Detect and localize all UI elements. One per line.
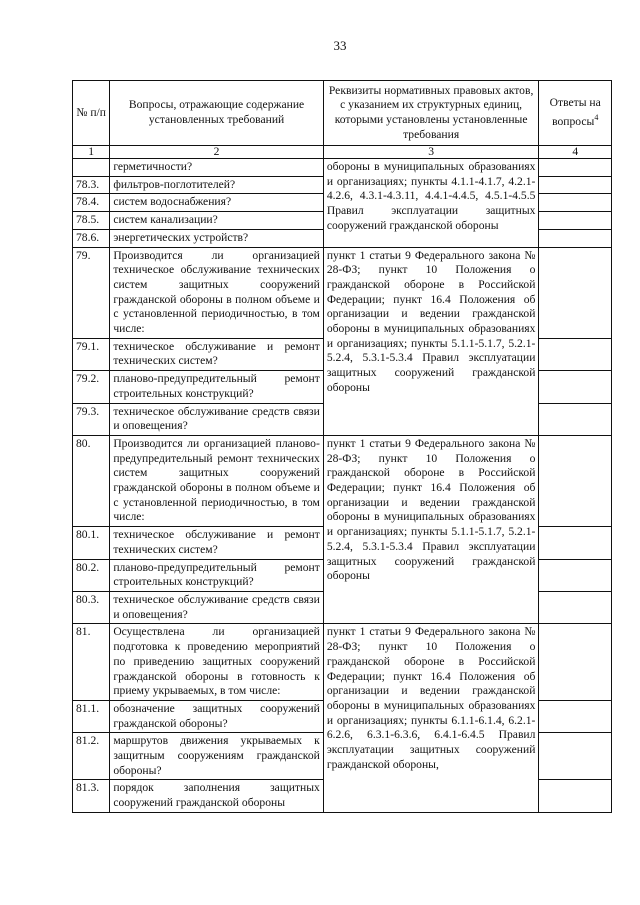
column-number: 3 — [323, 146, 539, 159]
header-row — [73, 81, 612, 146]
row-number: 78.3. — [73, 176, 110, 194]
row-number: 78.6. — [73, 229, 110, 247]
table-row — [73, 159, 612, 177]
question-cell: обозначение защитных сооружений гражданской обороны? — [110, 700, 324, 732]
requirements-table — [72, 80, 612, 813]
answer-cell[interactable] — [539, 591, 612, 623]
row-number: 80.3. — [73, 591, 110, 623]
answer-cell[interactable] — [539, 527, 612, 559]
page-number: 33 — [333, 38, 347, 53]
row-number: 79.1. — [73, 338, 110, 370]
question-cell: Производится ли организацией техническое обслуживание технических систем защитных сооружений гражданской обороны в полном объеме и с установленной периодичностью, в том числе: — [110, 247, 324, 338]
reference-cell: обороны в муниципальных образованиях и организациях; пункты 4.1.1-4.1.7, 4.2.1-4.2.6, 4.3.1-4.3.11, 4.4.1-4.4.5, 4.5.1-4.5.5 Правил эксплуатации защитных сооружений гражданской обороны — [323, 159, 539, 248]
row-number: 79. — [73, 247, 110, 338]
answer-cell[interactable] — [539, 338, 612, 370]
question-cell: фильтров-поглотителей? — [110, 176, 324, 194]
answer-cell[interactable] — [539, 624, 612, 701]
answer-cell[interactable] — [539, 780, 612, 812]
answer-cell[interactable] — [539, 229, 612, 247]
answer-cell[interactable] — [539, 371, 612, 403]
question-cell: Осуществлена ли организацией подготовка к проведению мероприятий по приведению защитных сооружений гражданской обороны в готовность к приему укрываемых, в том числе: — [110, 624, 324, 701]
question-cell: техническое обслуживание и ремонт технических систем? — [110, 527, 324, 559]
row-number: 78.5. — [73, 212, 110, 230]
answer-cell[interactable] — [539, 733, 612, 780]
question-cell: планово-предупредительный ремонт строительных конструкций? — [110, 371, 324, 403]
row-number: 81. — [73, 624, 110, 701]
row-number — [73, 159, 110, 177]
question-cell: порядок заполнения защитных сооружений гражданской обороны — [110, 780, 324, 812]
answer-cell[interactable] — [539, 700, 612, 732]
answer-cell[interactable] — [539, 212, 612, 230]
table-row — [73, 435, 612, 526]
table-row — [73, 247, 612, 338]
question-cell: систем водоснабжения? — [110, 194, 324, 212]
column-number: 2 — [110, 146, 324, 159]
question-cell: энергетических устройств? — [110, 229, 324, 247]
row-number: 81.3. — [73, 780, 110, 812]
footnote-marker: 4 — [594, 113, 599, 123]
question-cell: маршрутов движения укрываемых к защитным сооружениям гражданской обороны? — [110, 733, 324, 780]
header-questions: Вопросы, отражающие содержание установленных требований — [110, 81, 324, 146]
reference-cell: пункт 1 статьи 9 Федерального закона № 28-ФЗ; пункт 10 Положения о гражданской обороне в Российской Федерации; пункт 16.4 Положения об организации и ведении гражданской обороны в муниципальных образованиях и организациях; пункты 6.1.1-6.1.4, 6.2.1-6.2.6, 6.3.1-6.3.6, 6.4.1-6.4.5 Правил эксплуатации защитных сооружений гражданской обороны, — [323, 624, 539, 812]
column-number: 1 — [73, 146, 110, 159]
row-number: 78.4. — [73, 194, 110, 212]
row-number: 79.3. — [73, 403, 110, 435]
header-answers — [539, 81, 612, 146]
row-number: 80.2. — [73, 559, 110, 591]
column-numbers-row — [73, 146, 612, 159]
row-number: 81.2. — [73, 733, 110, 780]
table-row — [73, 624, 612, 701]
question-cell: техническое обслуживание и ремонт технических систем? — [110, 338, 324, 370]
answer-cell[interactable] — [539, 159, 612, 177]
question-cell: планово-предупредительный ремонт строительных конструкций? — [110, 559, 324, 591]
reference-cell: пункт 1 статьи 9 Федерального закона № 28-ФЗ; пункт 10 Положения о гражданской обороне в Российской Федерации; пункт 16.4 Положения об организации и ведении гражданской обороны в муниципальных образованиях и организациях; пункты 5.1.1-5.1.7, 5.2.1-5.2.4, 5.3.1-5.3.4 Правил эксплуатации защитных сооружений гражданской обороны — [323, 247, 539, 435]
question-cell: техническое обслуживание средств связи и оповещения? — [110, 403, 324, 435]
answer-cell[interactable] — [539, 176, 612, 194]
row-number: 79.2. — [73, 371, 110, 403]
answer-cell[interactable] — [539, 194, 612, 212]
answer-cell[interactable] — [539, 559, 612, 591]
column-number: 4 — [539, 146, 612, 159]
reference-cell: пункт 1 статьи 9 Федерального закона № 28-ФЗ; пункт 10 Положения о гражданской обороне в Российской Федерации; пункт 16.4 Положения об организации и ведении гражданской обороны в муниципальных образованиях и организациях; пункты 5.1.1-5.1.7, 5.2.1-5.2.4, 5.3.1-5.3.4 Правил эксплуатации защитных сооружений гражданской обороны — [323, 435, 539, 623]
answer-cell[interactable] — [539, 435, 612, 526]
header-references: Реквизиты нормативных правовых актов, с указанием их структурных единиц, которыми установлены установленные требования — [323, 81, 539, 146]
answer-cell[interactable] — [539, 247, 612, 338]
question-cell: систем канализации? — [110, 212, 324, 230]
answer-cell[interactable] — [539, 403, 612, 435]
row-number: 81.1. — [73, 700, 110, 732]
row-number: 80. — [73, 435, 110, 526]
question-cell: Производится ли организацией планово-предупредительный ремонт технических систем защитных сооружений гражданской обороны в полном объеме и с установленной периодичностью, в том числе: — [110, 435, 324, 526]
header-number: № п/п — [73, 81, 110, 146]
row-number: 80.1. — [73, 527, 110, 559]
question-cell: техническое обслуживание средств связи и оповещения? — [110, 591, 324, 623]
question-cell: герметичности? — [110, 159, 324, 177]
header-answers-label: Ответы на вопросы — [549, 96, 601, 128]
